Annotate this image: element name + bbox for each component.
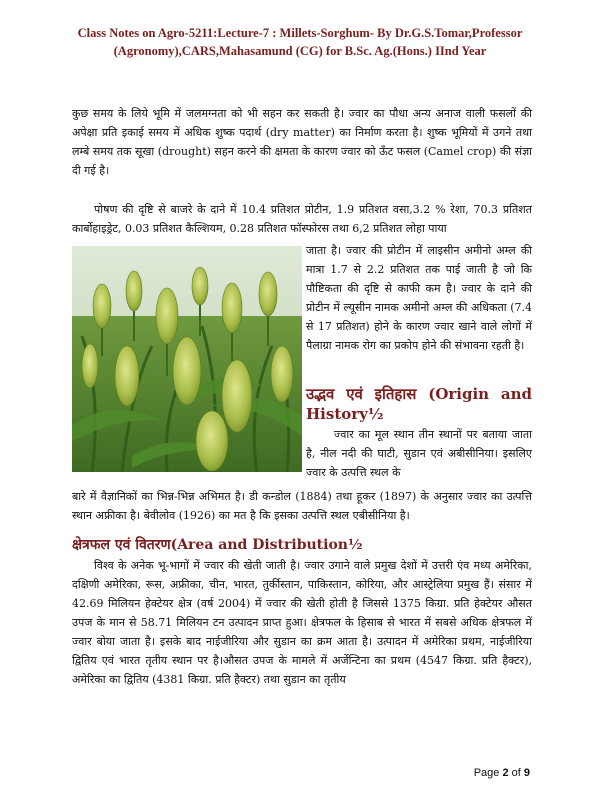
page-number	[474, 767, 530, 779]
paragraph-origin: ज्वार का मूल स्थान तीन स्थानों पर बताया जाता है, नील नदी की घाटी, सुडान एवं अबीसीनिया। इसलिए ज्वार के उत्पत्ति स्थल के	[306, 428, 532, 479]
paragraph-area-distribution: विश्व के अनेक भू-भागों में ज्वार की खेती जाती है। ज्वार उगाने वाले प्रमुख देशों में उत्तरी एंव मध्य अमेरिका, दक्षिणी अमेरिका, रूस, अफ्रीका, चीन, भारत, तुर्कीस्तान, पाकिस्तान, कोरिया, और आस्ट्रेलिया प्रमुख हैं। संसार में 42.69 मिलियन हेक्टेयर क्षेत्र (वर्ष 2004) में ज्वार की खेती होती है जिससे 1375 किग्रा. प्रति हेक्टेयर औसत उपज के मान से 58.71 मिलियन टन उत्पादन प्राप्त हुआ। क्षेत्रफल के हिसाब से भारत में सबसे अधिक क्षेत्रफल में ज्वार बोया जाता है। इसके बाद नाईजीरिया और सुडान का क्रम आता है। उत्पादन में अमेरिका प्रथम, नाईजीरिया द्वितिय एवं भारत तृतीय स्थान पर है।औसत उपज के मामले में अर्जेन्टिना का प्रथम (4547 किग्रा. प्रति हैक्टर), अमेरिका का द्वितिय (4381 किग्रा. प्रति हैक्टर) तथा सुडान का तृतीय	[72, 559, 532, 686]
page-current: 2	[502, 767, 509, 779]
paragraph-origin-continued: बारे में वैज्ञानिकों का भिन्न-भिन्न अभिमत है। डी कन्डोल (1884) तथा हूकर (1897) के अनुसार ज्वार का उत्पत्ति स्थान अफ्रीका है। बेवीलोव (1926) का मत है कि इसका उत्पत्ति स्थल एबीसीनिया है।	[72, 490, 532, 522]
page-total: 9	[523, 767, 530, 779]
heading-origin-history: उद्भव एवं इतिहास (Origin and History½	[306, 385, 532, 423]
header-line-1: Class Notes on Agro-5211:Lecture-7 : Millets-Sorghum- By Dr.G.S.Tomar,Professor	[77, 26, 523, 40]
page-prefix: Page	[473, 767, 503, 779]
paragraph-nutrition: पोषण की दृष्टि से बाजरे के दाने में 10.4 प्रतिशत प्रोटीन, 1.9 प्रतिशत वसा,3.2 % रेशा, 70.3 प्रतिशत कार्बोहाइड्रेट, 0.03 प्रतिशत कैल्शियम, 0.28 प्रतिशत फॉस्फोरस तथा 6,2 प्रतिशत लोहा पाया	[72, 203, 532, 235]
paragraph-protein: जाता है। ज्वार की प्रोटीन में लाइसीन अमीनो अम्ल की मात्रा 1.7 से 2.2 प्रतिशत तक पाई जाती है जो कि पौष्टिकता की दृष्टि से काफी कम है। ज्वार के दाने की प्रोटीन में ल्यूसीन नामक अमीनो अम्ल की अधिकता (7.4 से 17 प्रतिशत) होने के कारण ज्वार खाने वाले लोगों में पैलाग्रा नामक रोग का प्रकोप होने की संभावना रहती है।	[306, 244, 532, 352]
paragraph-drought-tolerance: कुछ समय के लिये भूमि में जलमग्नता को भी सहन कर सकती है। ज्वार का पौधा अन्य अनाज वाली फसलों की अपेक्षा प्रति इकाई समय में अधिक शुष्क पदार्थ (dry matter) का निर्माण करता है। शुष्क भूमियों में उगने तथा लम्बे समय तक सूखा (drought) सहन करने की क्षमता के कारण ज्वार को ऊँट फसल (Camel crop) की संज्ञा दी गई है।	[72, 107, 532, 177]
header-line-2: (Agronomy),CARS,Mahasamund (CG) for B.Sc. Ag.(Hons.) IInd Year	[113, 44, 487, 58]
heading-area-distribution: क्षेत्रफल एवं वितरण(Area and Distribution½	[72, 537, 363, 553]
sorghum-field-photo	[72, 246, 302, 472]
document-header	[40, 24, 560, 60]
page-of: of	[508, 767, 524, 779]
